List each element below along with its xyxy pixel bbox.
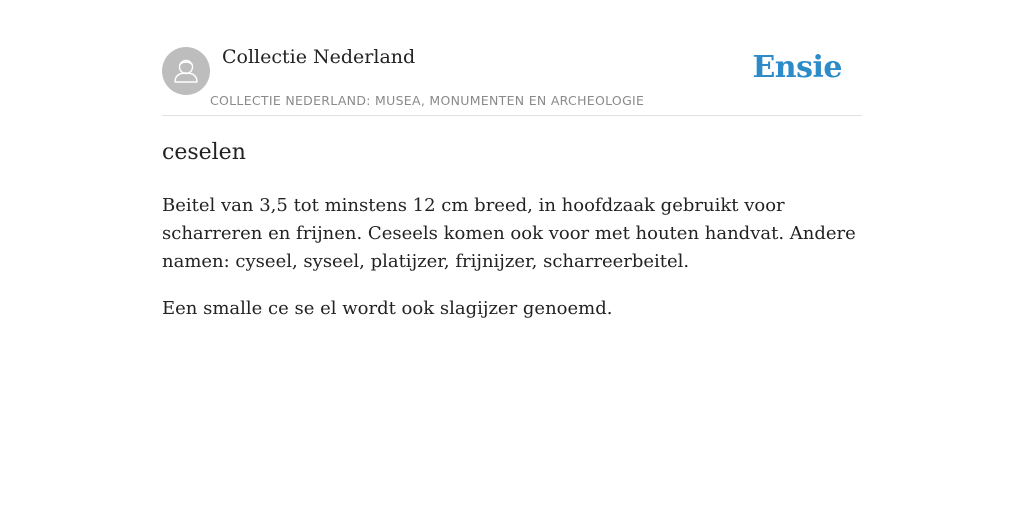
definition-paragraph: Een smalle ce se el wordt ook slagijzer genoemd. [162, 298, 613, 319]
entry-definition [162, 192, 867, 342]
author-subtitle: COLLECTIE NEDERLAND: MUSEA, MONUMENTEN EN ARCHEOLOGIE [210, 93, 645, 108]
author-name-link[interactable]: Collectie Nederland [222, 46, 416, 68]
definition-paragraph: Beitel van 3,5 tot minstens 12 cm breed, in hoofdzaak gebruikt voor scharreren en frijnen. Ceseels komen ook voor met houten handvat. Andere namen: cyseel, syseel, platijzer, frijnijzer, scharreerbeitel. [162, 195, 856, 272]
author-avatar[interactable] [162, 47, 210, 95]
entry-term-title: ceselen [162, 140, 246, 165]
content-container [162, 0, 862, 512]
brand-logo-link[interactable]: Ensie [752, 50, 842, 85]
entry-header [162, 0, 862, 116]
user-placeholder-icon [162, 47, 210, 95]
